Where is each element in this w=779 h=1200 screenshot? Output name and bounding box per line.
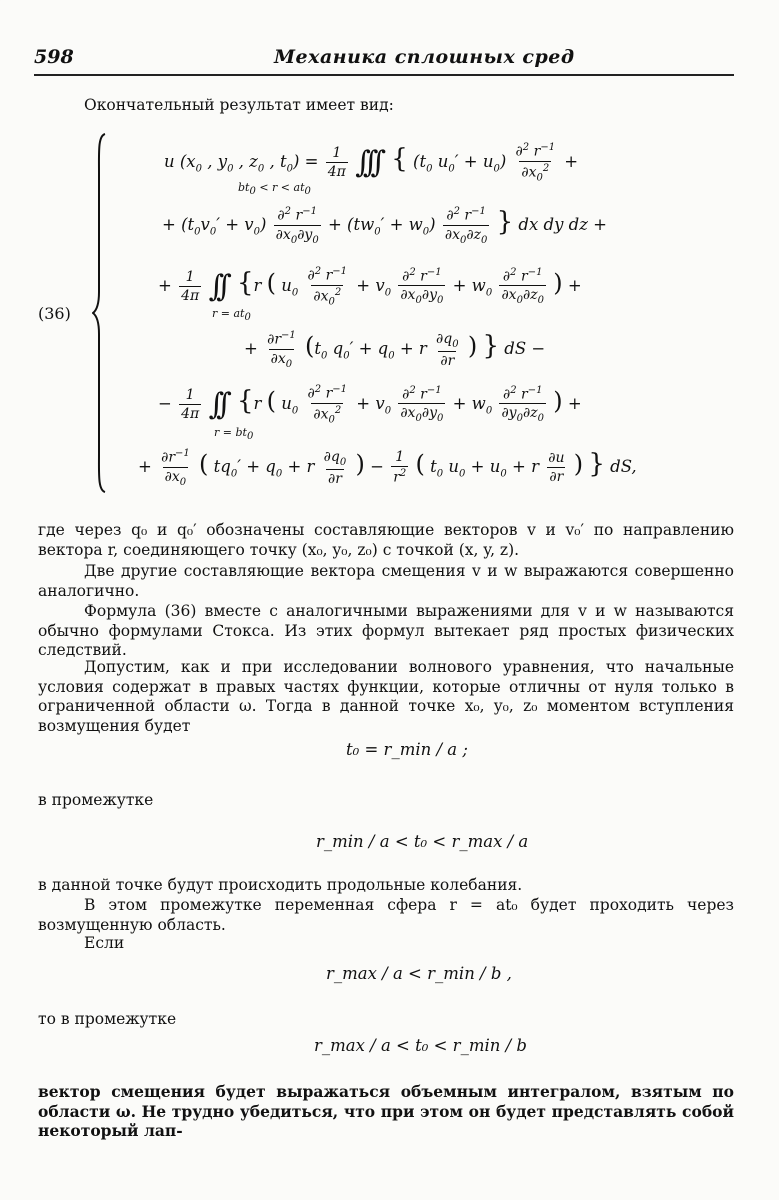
formula-1: t₀ = r_min / a ; — [346, 740, 468, 759]
paragraph-9: то в промежутке — [38, 1010, 177, 1028]
paragraph-8: Если — [84, 934, 125, 952]
eq-line-2: + $(t_0v_0' + v_0)$ $\frac{\partial^2 r^{-1}}{\partial x_0\partial y_0}$ + $(tw_0' + w_0)$ $\frac{\partial^2 r^{-1}}{\partial x_0\partial z_0}$ } dx dy dz + — [162, 206, 607, 246]
eq-line-6: + $\frac{\partial r^{-1}}{\partial x_0}$ ( $tq_0' + q_0 + r$ $\frac{\partial q_0}{\partial r}$ ) − $\frac{1}{r^2}$ ( $t_0$ $u_0 + u_0 + r$ $\frac{\partial u}{\partial r}$ ) } dS, — [138, 448, 637, 488]
page-number: 598 — [34, 46, 74, 68]
left-brace — [92, 132, 108, 494]
formula-2: r_min / a < t₀ < r_max / a — [316, 832, 529, 851]
paragraph-7: В этом промежутке переменная сфера r = at₀ будет проходить через возмущенную область. — [38, 896, 734, 934]
header-rule — [34, 74, 734, 76]
intro-line: Окончательный результат имеет вид: — [84, 96, 394, 114]
eq-text-1 — [0, 0, 1, 1]
paragraph-4: Допустим, как и при исследовании волнового уравнения, что начальные условия содержат в правых частях функции, которые отличны от нуля только в ограниченной области ω. Тогда в данной точке x₀, y₀, z₀ моментом вступления возмущения будет — [38, 658, 734, 735]
running-header — [34, 46, 734, 72]
eq-limits-2: $r = at_0$ — [212, 307, 251, 324]
paragraph-5: в промежутке — [38, 791, 154, 809]
eq-line-3: + $\frac{1}{4\pi}$ ∫∫ {r ( $u_0$ $\frac{\partial^2 r^{-1}}{\partial x_0^2}$ + $v_0$ $\frac{\partial^2 r^{-1}}{\partial x_0\partial y_0}$ + $w_0$ $\frac{\partial^2 r^{-1}}{\partial x_0\partial z_0}$ ) + — [158, 266, 582, 308]
equation-text — [0, 0, 1, 1]
paragraph-1: где через q₀ и q₀′ обозначены составляющие векторов v и v₀′ по направлению вектора r, соединяющего точку (x₀, y₀, z₀) с точкой (x, y, z). — [38, 521, 734, 559]
paragraph-6: в данной точке будут происходить продольные колебания. — [38, 876, 523, 894]
equation-number: (36) — [38, 304, 71, 323]
eq-line-4: + $\frac{\partial r^{-1}}{\partial x_0}$ ($t_0$ $q_0' + q_0 + r$ $\frac{\partial q_0}{\partial r}$ ) } dS − — [244, 330, 546, 370]
eq-line-5: − $\frac{1}{4\pi}$ ∫∫ {r ( $u_0$ $\frac{\partial^2 r^{-1}}{\partial x_0^2}$ + $v_0$ $\frac{\partial^2 r^{-1}}{\partial x_0\partial y_0}$ + $w_0$ $\frac{\partial^2 r^{-1}}{\partial y_0\partial z_0}$ ) + — [158, 384, 582, 426]
paragraph-10: вектор смещения будет выражаться объемным интегралом, взятым по области ω. Не трудно убедиться, что при этом он будет представлять собой некоторый лап- — [38, 1082, 734, 1140]
running-title: Механика сплошных сред — [274, 46, 575, 68]
paragraph-2: Две другие составляющие вектора смещения v и w выражаются совершенно аналогично. — [38, 562, 734, 600]
eq-line-1: u ($x_0$ , $y_0$ , $z_0$ , $t_0$) = $\frac{1}{4\pi}$ ∫∫∫ { ($t_0$ $u_0' + u_0$) $\frac{\partial^2 r^{-1}}{\partial x_0^2}$ + — [164, 142, 579, 184]
eq-limits-3: $r = bt_0$ — [214, 426, 254, 443]
paragraph-3: Формула (36) вместе с аналогичными выражениями для v и w называются обычно формулами Стокса. Из этих формул вытекает ряд простых физических следствий. — [38, 602, 734, 659]
eq-limits-1: $bt_0 < r < at_0$ — [238, 181, 311, 198]
formula-4: r_max / a < t₀ < r_min / b — [314, 1036, 527, 1055]
formula-3: r_max / a < r_min / b , — [326, 964, 512, 983]
